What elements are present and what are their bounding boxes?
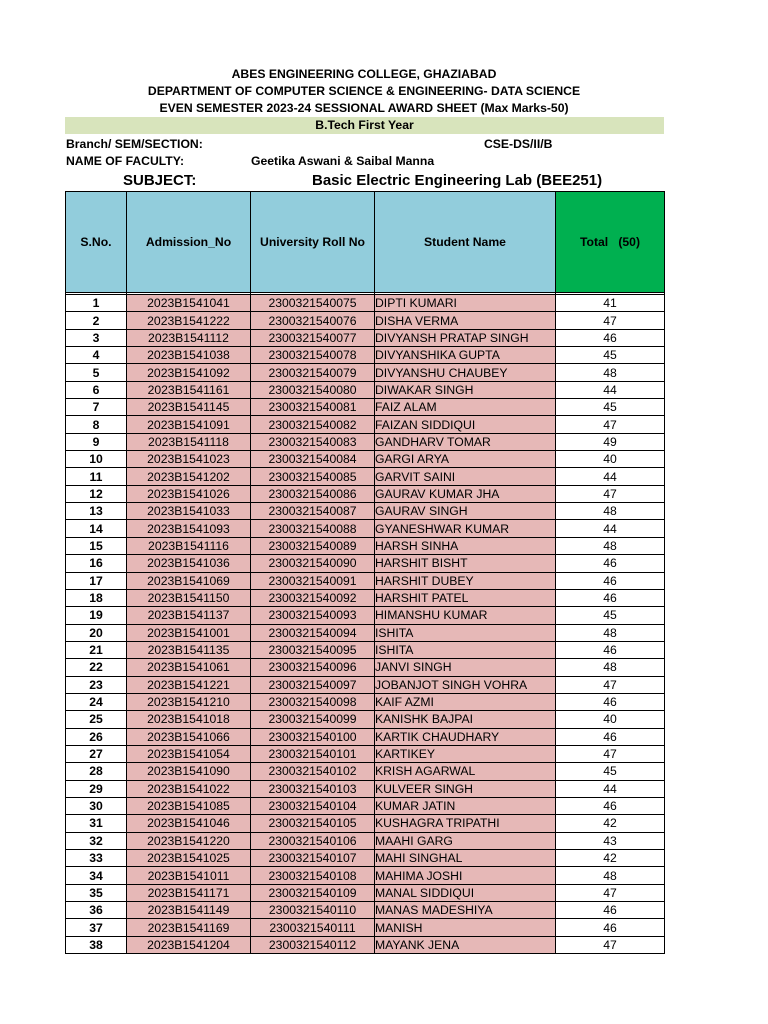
row-sno: 32: [66, 832, 127, 849]
row-student-name: HARSHIT BISHT: [375, 555, 556, 572]
row-roll-no: 2300321540091: [251, 572, 375, 589]
row-total: 47: [556, 884, 665, 901]
row-student-name: MANAL SIDDIQUI: [375, 884, 556, 901]
award-sheet-table: [65, 191, 665, 954]
col-header-total: Total (50): [556, 192, 665, 293]
row-admission-no: 2023B1541221: [127, 676, 251, 693]
branch-label: Branch/ SEM/SECTION:: [66, 137, 203, 151]
row-total: 48: [556, 364, 665, 381]
row-total: 46: [556, 572, 665, 589]
row-total: 47: [556, 936, 665, 953]
row-student-name: GYANESHWAR KUMAR: [375, 520, 556, 537]
row-student-name: DISHA VERMA: [375, 312, 556, 329]
table-row: [66, 624, 665, 641]
row-total: 47: [556, 485, 665, 502]
row-total: 40: [556, 451, 665, 468]
row-admission-no: 2023B1541036: [127, 555, 251, 572]
row-admission-no: 2023B1541066: [127, 728, 251, 745]
table-row: [66, 693, 665, 710]
row-sno: 21: [66, 641, 127, 658]
row-roll-no: 2300321540079: [251, 364, 375, 381]
row-roll-no: 2300321540092: [251, 589, 375, 606]
row-roll-no: 2300321540110: [251, 902, 375, 919]
row-admission-no: 2023B1541054: [127, 745, 251, 762]
table-row: [66, 312, 665, 329]
row-sno: 28: [66, 763, 127, 780]
row-total: 45: [556, 399, 665, 416]
row-total: 45: [556, 607, 665, 624]
row-student-name: KRISH AGARWAL: [375, 763, 556, 780]
row-student-name: MANISH: [375, 919, 556, 936]
row-total: 47: [556, 745, 665, 762]
row-admission-no: 2023B1541025: [127, 850, 251, 867]
table-row: [66, 815, 665, 832]
col-header-student-name: Student Name: [375, 192, 556, 293]
row-total: 46: [556, 555, 665, 572]
row-total: 44: [556, 381, 665, 398]
row-student-name: MAYANK JENA: [375, 936, 556, 953]
table-row: [66, 364, 665, 381]
department-name: DEPARTMENT OF COMPUTER SCIENCE & ENGINEERING- DATA SCIENCE: [147, 84, 581, 98]
table-row: [66, 503, 665, 520]
row-total: 46: [556, 728, 665, 745]
row-admission-no: 2023B1541023: [127, 451, 251, 468]
row-admission-no: 2023B1541150: [127, 589, 251, 606]
row-total: 41: [556, 295, 665, 312]
subject-label: SUBJECT:: [123, 172, 197, 189]
row-sno: 15: [66, 537, 127, 554]
row-total: 42: [556, 815, 665, 832]
sheet-title: EVEN SEMESTER 2023-24 SESSIONAL AWARD SHEET (Max Marks-50): [159, 101, 569, 115]
row-sno: 4: [66, 347, 127, 364]
row-student-name: DIVYANSHU CHAUBEY: [375, 364, 556, 381]
row-total: 48: [556, 503, 665, 520]
row-admission-no: 2023B1541038: [127, 347, 251, 364]
row-total: 47: [556, 416, 665, 433]
row-sno: 11: [66, 468, 127, 485]
row-total: 46: [556, 797, 665, 814]
row-roll-no: 2300321540105: [251, 815, 375, 832]
row-admission-no: 2023B1541022: [127, 780, 251, 797]
row-admission-no: 2023B1541041: [127, 295, 251, 312]
table-row: [66, 520, 665, 537]
row-roll-no: 2300321540087: [251, 503, 375, 520]
row-sno: 33: [66, 850, 127, 867]
row-total: 44: [556, 520, 665, 537]
row-admission-no: 2023B1541118: [127, 433, 251, 450]
row-sno: 23: [66, 676, 127, 693]
row-roll-no: 2300321540093: [251, 607, 375, 624]
row-total: 48: [556, 537, 665, 554]
row-total: 48: [556, 624, 665, 641]
row-roll-no: 2300321540090: [251, 555, 375, 572]
row-admission-no: 2023B1541116: [127, 537, 251, 554]
row-admission-no: 2023B1541001: [127, 624, 251, 641]
row-sno: 5: [66, 364, 127, 381]
row-roll-no: 2300321540099: [251, 711, 375, 728]
row-roll-no: 2300321540111: [251, 919, 375, 936]
row-student-name: DIVYANSH PRATAP SINGH: [375, 329, 556, 346]
row-sno: 36: [66, 902, 127, 919]
table-row: [66, 902, 665, 919]
row-student-name: GARVIT SAINI: [375, 468, 556, 485]
row-student-name: MAHIMA JOSHI: [375, 867, 556, 884]
row-total: 44: [556, 780, 665, 797]
table-row: [66, 728, 665, 745]
row-student-name: GAURAV KUMAR JHA: [375, 485, 556, 502]
row-student-name: FAIZ ALAM: [375, 399, 556, 416]
table-row: [66, 572, 665, 589]
row-roll-no: 2300321540100: [251, 728, 375, 745]
row-total: 48: [556, 867, 665, 884]
row-roll-no: 2300321540109: [251, 884, 375, 901]
table-row: [66, 641, 665, 658]
row-admission-no: 2023B1541169: [127, 919, 251, 936]
row-student-name: JANVI SINGH: [375, 659, 556, 676]
row-sno: 20: [66, 624, 127, 641]
row-sno: 16: [66, 555, 127, 572]
row-sno: 30: [66, 797, 127, 814]
row-sno: 12: [66, 485, 127, 502]
table-row: [66, 832, 665, 849]
table-row: [66, 537, 665, 554]
row-roll-no: 2300321540106: [251, 832, 375, 849]
row-student-name: HARSH SINHA: [375, 537, 556, 554]
row-admission-no: 2023B1541222: [127, 312, 251, 329]
row-sno: 24: [66, 693, 127, 710]
row-student-name: MAAHI GARG: [375, 832, 556, 849]
row-student-name: MANAS MADESHIYA: [375, 902, 556, 919]
row-sno: 27: [66, 745, 127, 762]
row-admission-no: 2023B1541026: [127, 485, 251, 502]
row-admission-no: 2023B1541018: [127, 711, 251, 728]
row-total: 48: [556, 659, 665, 676]
row-student-name: HARSHIT DUBEY: [375, 572, 556, 589]
table-row: [66, 867, 665, 884]
row-admission-no: 2023B1541093: [127, 520, 251, 537]
row-admission-no: 2023B1541145: [127, 399, 251, 416]
table-row: [66, 676, 665, 693]
row-admission-no: 2023B1541061: [127, 659, 251, 676]
row-student-name: KULVEER SINGH: [375, 780, 556, 797]
table-row: [66, 797, 665, 814]
row-student-name: HIMANSHU KUMAR: [375, 607, 556, 624]
row-sno: 34: [66, 867, 127, 884]
row-student-name: KUSHAGRA TRIPATHI: [375, 815, 556, 832]
row-roll-no: 2300321540088: [251, 520, 375, 537]
row-sno: 37: [66, 919, 127, 936]
col-header-roll-no: University Roll No: [251, 192, 375, 293]
row-admission-no: 2023B1541161: [127, 381, 251, 398]
row-sno: 22: [66, 659, 127, 676]
row-sno: 8: [66, 416, 127, 433]
row-roll-no: 2300321540101: [251, 745, 375, 762]
row-student-name: ISHITA: [375, 624, 556, 641]
row-total: 45: [556, 763, 665, 780]
table-row: [66, 381, 665, 398]
row-total: 44: [556, 468, 665, 485]
row-admission-no: 2023B1541090: [127, 763, 251, 780]
row-student-name: JOBANJOT SINGH VOHRA: [375, 676, 556, 693]
row-admission-no: 2023B1541135: [127, 641, 251, 658]
row-roll-no: 2300321540084: [251, 451, 375, 468]
row-sno: 25: [66, 711, 127, 728]
row-roll-no: 2300321540078: [251, 347, 375, 364]
row-roll-no: 2300321540082: [251, 416, 375, 433]
row-roll-no: 2300321540104: [251, 797, 375, 814]
col-header-admission-no: Admission_No: [127, 192, 251, 293]
row-admission-no: 2023B1541033: [127, 503, 251, 520]
table-row: [66, 607, 665, 624]
row-sno: 13: [66, 503, 127, 520]
row-roll-no: 2300321540081: [251, 399, 375, 416]
row-roll-no: 2300321540094: [251, 624, 375, 641]
table-row: [66, 711, 665, 728]
table-row: [66, 468, 665, 485]
branch-value: CSE-DS/II/B: [484, 137, 553, 151]
row-roll-no: 2300321540076: [251, 312, 375, 329]
row-sno: 35: [66, 884, 127, 901]
table-row: [66, 295, 665, 312]
row-roll-no: 2300321540102: [251, 763, 375, 780]
table-row: [66, 936, 665, 953]
col-header-sno: S.No.: [66, 192, 127, 293]
row-roll-no: 2300321540096: [251, 659, 375, 676]
row-admission-no: 2023B1541202: [127, 468, 251, 485]
row-total: 46: [556, 589, 665, 606]
row-total: 43: [556, 832, 665, 849]
row-sno: 26: [66, 728, 127, 745]
row-total: 47: [556, 676, 665, 693]
row-total: 40: [556, 711, 665, 728]
row-total: 46: [556, 902, 665, 919]
table-row: [66, 745, 665, 762]
row-admission-no: 2023B1541046: [127, 815, 251, 832]
row-sno: 7: [66, 399, 127, 416]
row-sno: 2: [66, 312, 127, 329]
row-sno: 6: [66, 381, 127, 398]
college-name: ABES ENGINEERING COLLEGE, GHAZIABAD: [231, 67, 497, 81]
table-row: [66, 329, 665, 346]
row-student-name: DIPTI KUMARI: [375, 295, 556, 312]
row-student-name: GARGI ARYA: [375, 451, 556, 468]
row-roll-no: 2300321540075: [251, 295, 375, 312]
row-student-name: FAIZAN SIDDIQUI: [375, 416, 556, 433]
table-row: [66, 589, 665, 606]
row-student-name: KARTIK CHAUDHARY: [375, 728, 556, 745]
row-sno: 18: [66, 589, 127, 606]
row-roll-no: 2300321540085: [251, 468, 375, 485]
year-band: B.Tech First Year: [65, 117, 664, 134]
row-roll-no: 2300321540089: [251, 537, 375, 554]
row-admission-no: 2023B1541069: [127, 572, 251, 589]
row-student-name: DIWAKAR SINGH: [375, 381, 556, 398]
row-roll-no: 2300321540098: [251, 693, 375, 710]
row-student-name: KANISHK BAJPAI: [375, 711, 556, 728]
table-row: [66, 780, 665, 797]
row-total: 46: [556, 693, 665, 710]
row-student-name: DIVYANSHIKA GUPTA: [375, 347, 556, 364]
subject-value: Basic Electric Engineering Lab (BEE251): [312, 172, 603, 189]
table-body: [66, 293, 665, 954]
row-sno: 3: [66, 329, 127, 346]
row-sno: 19: [66, 607, 127, 624]
row-sno: 14: [66, 520, 127, 537]
row-student-name: KUMAR JATIN: [375, 797, 556, 814]
row-student-name: MAHI SINGHAL: [375, 850, 556, 867]
row-admission-no: 2023B1541085: [127, 797, 251, 814]
table-row: [66, 399, 665, 416]
row-total: 47: [556, 312, 665, 329]
row-admission-no: 2023B1541092: [127, 364, 251, 381]
row-roll-no: 2300321540103: [251, 780, 375, 797]
table-row: [66, 416, 665, 433]
row-student-name: ISHITA: [375, 641, 556, 658]
row-roll-no: 2300321540095: [251, 641, 375, 658]
table-row: [66, 485, 665, 502]
row-sno: 9: [66, 433, 127, 450]
row-roll-no: 2300321540077: [251, 329, 375, 346]
row-admission-no: 2023B1541210: [127, 693, 251, 710]
faculty-label: NAME OF FACULTY:: [66, 154, 185, 168]
row-sno: 31: [66, 815, 127, 832]
row-student-name: GAURAV SINGH: [375, 503, 556, 520]
row-student-name: KAIF AZMI: [375, 693, 556, 710]
row-sno: 17: [66, 572, 127, 589]
row-student-name: GANDHARV TOMAR: [375, 433, 556, 450]
table-row: [66, 919, 665, 936]
row-admission-no: 2023B1541112: [127, 329, 251, 346]
row-total: 46: [556, 329, 665, 346]
row-total: 42: [556, 850, 665, 867]
row-student-name: HARSHIT PATEL: [375, 589, 556, 606]
row-total: 49: [556, 433, 665, 450]
row-roll-no: 2300321540112: [251, 936, 375, 953]
row-sno: 29: [66, 780, 127, 797]
row-roll-no: 2300321540107: [251, 850, 375, 867]
row-roll-no: 2300321540080: [251, 381, 375, 398]
row-roll-no: 2300321540086: [251, 485, 375, 502]
row-sno: 1: [66, 295, 127, 312]
row-admission-no: 2023B1541149: [127, 902, 251, 919]
table-row: [66, 850, 665, 867]
row-admission-no: 2023B1541011: [127, 867, 251, 884]
row-sno: 10: [66, 451, 127, 468]
table-row: [66, 884, 665, 901]
faculty-value: Geetika Aswani & Saibal Manna: [251, 154, 435, 168]
row-total: 46: [556, 919, 665, 936]
row-admission-no: 2023B1541220: [127, 832, 251, 849]
row-roll-no: 2300321540108: [251, 867, 375, 884]
table-row: [66, 451, 665, 468]
row-student-name: KARTIKEY: [375, 745, 556, 762]
table-row: [66, 433, 665, 450]
table-row: [66, 763, 665, 780]
row-total: 46: [556, 641, 665, 658]
row-admission-no: 2023B1541171: [127, 884, 251, 901]
table-row: [66, 347, 665, 364]
row-admission-no: 2023B1541091: [127, 416, 251, 433]
row-admission-no: 2023B1541137: [127, 607, 251, 624]
row-roll-no: 2300321540083: [251, 433, 375, 450]
row-total: 45: [556, 347, 665, 364]
table-row: [66, 659, 665, 676]
row-sno: 38: [66, 936, 127, 953]
table-header-row: [66, 192, 665, 293]
table-row: [66, 555, 665, 572]
row-roll-no: 2300321540097: [251, 676, 375, 693]
row-admission-no: 2023B1541204: [127, 936, 251, 953]
